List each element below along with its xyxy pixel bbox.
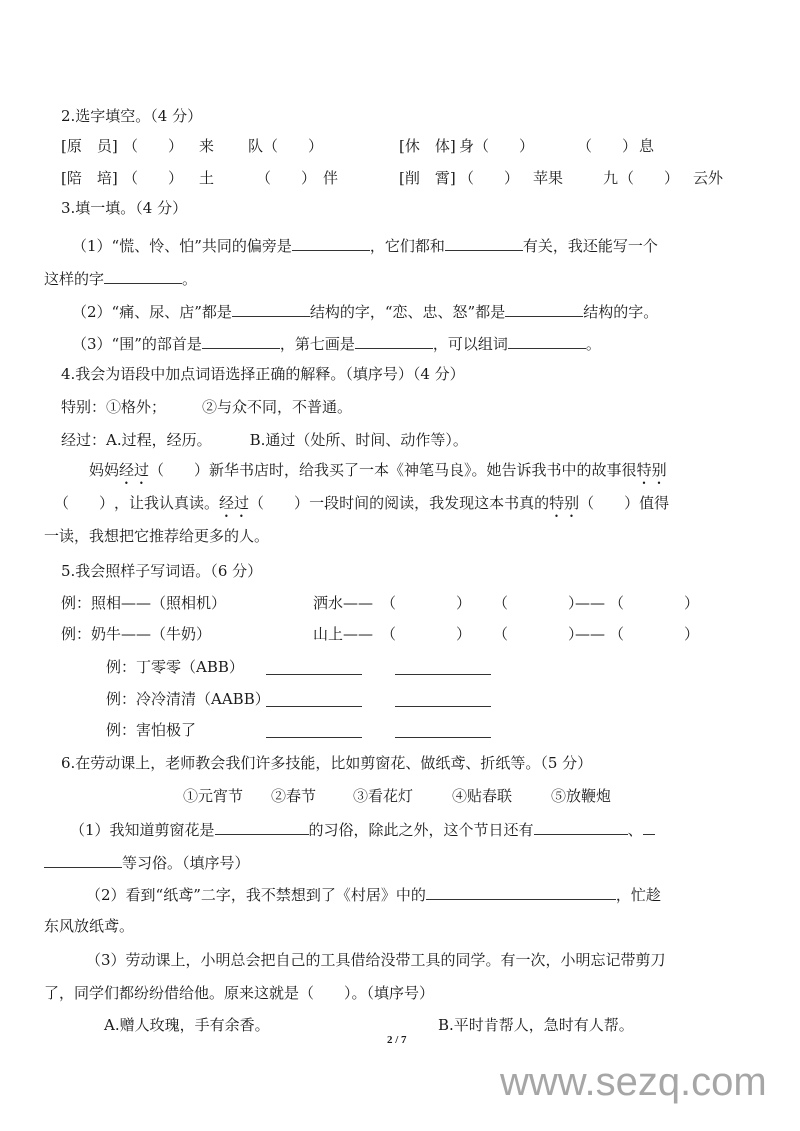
q2-row1-options-b: [休 体] [399, 137, 456, 155]
q4-para-text: ，让我认真读。 [114, 494, 220, 512]
q6-sub2-line1 [86, 884, 661, 904]
q6-sub3-line1: （3）劳动课上，小明总会把自己的工具借给没带工具的同学。有一次，小明忘记带剪刀 [86, 951, 666, 969]
q2-row1-blank2[interactable]: （ ） [263, 137, 324, 155]
q6-option-5: ⑤放鞭炮 [551, 787, 612, 805]
q6-option-3: ③看花灯 [353, 787, 414, 805]
page-number: 2 / 7 [387, 1034, 407, 1046]
q5-row2-blank1[interactable]: （ ） [381, 625, 472, 643]
q3-sub1-text2: ，它们都和 [369, 237, 445, 255]
q6-sub1-text4: 等习俗。（填序号） [122, 854, 250, 872]
q4-blank3[interactable]: （ ） [249, 494, 310, 512]
q3-sub2-text3: 结构的字。 [583, 303, 659, 321]
q3-sub3-text3: ，可以组词 [432, 335, 508, 353]
q4-para-text: 新华书店时，给我买了一本《神笔马良》。她告诉我书中的故事很 [209, 461, 637, 479]
q5-row1-dash: —— [575, 594, 605, 612]
q2-row1-blank4[interactable]: （ ） [577, 137, 638, 155]
q6-sub3-line2 [44, 983, 434, 1003]
q6-sub1-blank3-start[interactable] [643, 819, 655, 835]
q4-def2-opt1: A.过程，经历。 [106, 431, 212, 449]
q6-sub1-text2: 的习俗，除此之外，这个节日还有 [308, 821, 534, 839]
q4-blank2[interactable]: （ ） [54, 494, 115, 512]
q6-sub1-line1 [70, 819, 655, 839]
q4-blank4[interactable]: （ ） [579, 494, 640, 512]
q2-row2-char4: 九 [603, 169, 619, 187]
q5-pattern2-blank2[interactable] [395, 691, 491, 707]
q6-sub3-text2: 了，同学们都纷纷借给他。原来这就是（ [44, 984, 315, 1002]
q5-pattern2-example: 例：冷冷清清（AABB） [106, 690, 270, 708]
q3-sub2 [72, 301, 658, 321]
q3-sub1-text3: 有关，我还能写一个 [522, 237, 658, 255]
q5-pattern3-blank2[interactable] [395, 722, 491, 738]
q5-row1-word: 洒水—— [313, 594, 374, 612]
q6-sub1-line2 [44, 852, 250, 872]
q6-title: 6.在劳动课上，老师教会我们许多技能，比如剪窗花、做纸鸢、折纸等。（5 分） [61, 754, 593, 772]
q4-emphasized-word-jingguo: 经过 [219, 494, 250, 512]
q2-row2-blank1[interactable]: （ ） [123, 169, 184, 187]
q4-def2-label: 经过： [61, 431, 107, 449]
q2-title: 2.选字填空。（4 分） [61, 107, 203, 125]
q4-title: 4.我会为语段中加点词语选择正确的解释。（填序号）（4 分） [61, 365, 465, 383]
q6-sub3-text3: ）。（填序号） [344, 984, 435, 1002]
q4-emphasized-word-jingguo: 经过 [119, 461, 150, 479]
q2-row2-blank3[interactable]: （ ） [459, 169, 520, 187]
q2-row2-blank4[interactable]: （ ） [619, 169, 680, 187]
q5-pattern1-example: 例：丁零零（ABB） [106, 658, 244, 676]
q5-row2-blank3[interactable]: （ ） [609, 625, 700, 643]
q6-sub1-blank1[interactable] [215, 819, 309, 835]
q2-row2-options-a: [陪 培] [61, 169, 118, 187]
q2-row1-char1: 来 [199, 137, 215, 155]
q6-sub3-optB: B.平时肯帮人，急时有人帮。 [438, 1016, 634, 1034]
q2-row2-blank2[interactable]: （ ） [256, 169, 317, 187]
q4-para-line2 [54, 493, 669, 513]
q6-sub3-optA: A.赠人玫瑰，手有余香。 [104, 1016, 270, 1034]
q2-row2-options-b: [削 霄] [399, 169, 456, 187]
q3-sub1-line1 [72, 235, 658, 255]
q2-row2-char3: 苹果 [533, 169, 564, 187]
q4-emphasized-word-tebie: 特别 [636, 461, 667, 479]
q3-sub3-blank1[interactable] [202, 333, 280, 349]
q3-sub1-text1: （1）“慌、怜、怕”共同的偏旁是 [72, 237, 292, 255]
q6-sub2-text1: （2）看到“纸鸢”二字，我不禁想到了《村居》中的 [86, 886, 426, 904]
q3-sub3-text2: ，第七画是 [279, 335, 355, 353]
q6-sub2-line2: 东风放纸鸢。 [44, 917, 135, 935]
q4-para-text: 一段时间的阅读，我发现这本书真的 [309, 494, 550, 512]
q4-para-line1 [89, 460, 667, 480]
q5-pattern2-blank1[interactable] [266, 691, 362, 707]
q5-pattern1-blank1[interactable] [266, 659, 362, 675]
q3-sub1-blank3[interactable] [104, 268, 182, 284]
q6-option-2: ②春节 [271, 787, 317, 805]
q5-row1-blank1[interactable]: （ ） [381, 594, 472, 612]
q4-para-line3: 一读，我想把它推荐给更多的人。 [44, 527, 270, 545]
q5-row1-blank3[interactable]: （ ） [609, 594, 700, 612]
q4-para-text: 值得 [639, 494, 670, 512]
q4-def-tebie [61, 397, 352, 417]
q5-row2-dash: —— [575, 625, 605, 643]
q4-para-text: 妈妈 [89, 461, 120, 479]
q6-sub2-blank1[interactable] [426, 884, 616, 900]
q3-sub3-blank3[interactable] [508, 333, 586, 349]
q3-sub2-text2: 结构的字，“恋、忠、怒”都是 [309, 303, 506, 321]
q3-sub1-blank2[interactable] [445, 235, 523, 251]
q2-row1-blank3[interactable]: （ ） [474, 137, 535, 155]
q5-pattern1-blank2[interactable] [395, 659, 491, 675]
q3-sub3 [72, 333, 601, 353]
q2-row2-char2: 伴 [323, 169, 339, 187]
q3-sub1-line2 [44, 268, 197, 288]
q5-row2-word: 山上—— [313, 625, 374, 643]
q4-blank1[interactable]: （ ） [149, 461, 210, 479]
q6-sub1-text3: 、 [627, 821, 643, 839]
q3-sub3-text4: 。 [585, 335, 601, 353]
q2-row1-char3: 身 [459, 137, 475, 155]
q3-title: 3.填一填。（4 分） [61, 199, 188, 217]
q5-title: 5.我会照样子写词语。（6 分） [61, 562, 263, 580]
q6-sub2-text2: ，忙趁 [615, 886, 661, 904]
q3-sub1-text5: 。 [182, 270, 198, 288]
q4-def2-opt2: B.通过（处所、时间、动作等）。 [249, 431, 468, 449]
q5-pattern3-blank1[interactable] [266, 722, 362, 738]
q3-sub1-text4: 这样的字 [44, 270, 105, 288]
q4-def1-opt2: ②与众不同，不普通。 [202, 398, 353, 416]
q6-sub1-blank3[interactable] [44, 852, 122, 868]
q5-row1-blank2[interactable]: （ ） [493, 594, 584, 612]
q3-sub2-blank1[interactable] [232, 301, 310, 317]
q4-def1-label: 特别： [61, 398, 107, 416]
q2-row2-char1: 土 [199, 169, 215, 187]
q3-sub1-blank1[interactable] [292, 235, 370, 251]
q2-row2-char5: 云外 [693, 169, 724, 187]
q5-row2-blank2[interactable]: （ ） [493, 625, 584, 643]
q4-emphasized-word-tebie: 特别 [549, 494, 580, 512]
q2-row1-char4: 息 [639, 137, 655, 155]
q5-row1-example: 例：照相——（照相机） [61, 594, 227, 612]
q6-option-4: ④贴春联 [452, 787, 513, 805]
watermark: www.sezq.com [500, 1060, 767, 1104]
q6-option-1: ①元宵节 [183, 787, 244, 805]
q6-sub1-text1: （1）我知道剪窗花是 [70, 821, 215, 839]
q2-row1-blank1[interactable]: （ ） [123, 137, 184, 155]
q4-def1-opt1: ①格外； [106, 398, 167, 416]
q3-sub3-text1: （3）“围”的部首是 [72, 335, 202, 353]
q3-sub2-text1: （2）“痛、尿、店”都是 [72, 303, 232, 321]
q3-sub2-blank2[interactable] [505, 301, 583, 317]
q5-pattern3-example: 例：害怕极了 [106, 721, 197, 739]
q5-row2-example: 例：奶牛——（牛奶） [61, 625, 212, 643]
q4-def-jingguo [61, 430, 468, 450]
q3-sub3-blank2[interactable] [355, 333, 433, 349]
q2-row1-options-a: [原 员] [61, 137, 118, 155]
q6-sub1-blank2[interactable] [534, 819, 628, 835]
q2-row1-char2: 队 [248, 137, 264, 155]
